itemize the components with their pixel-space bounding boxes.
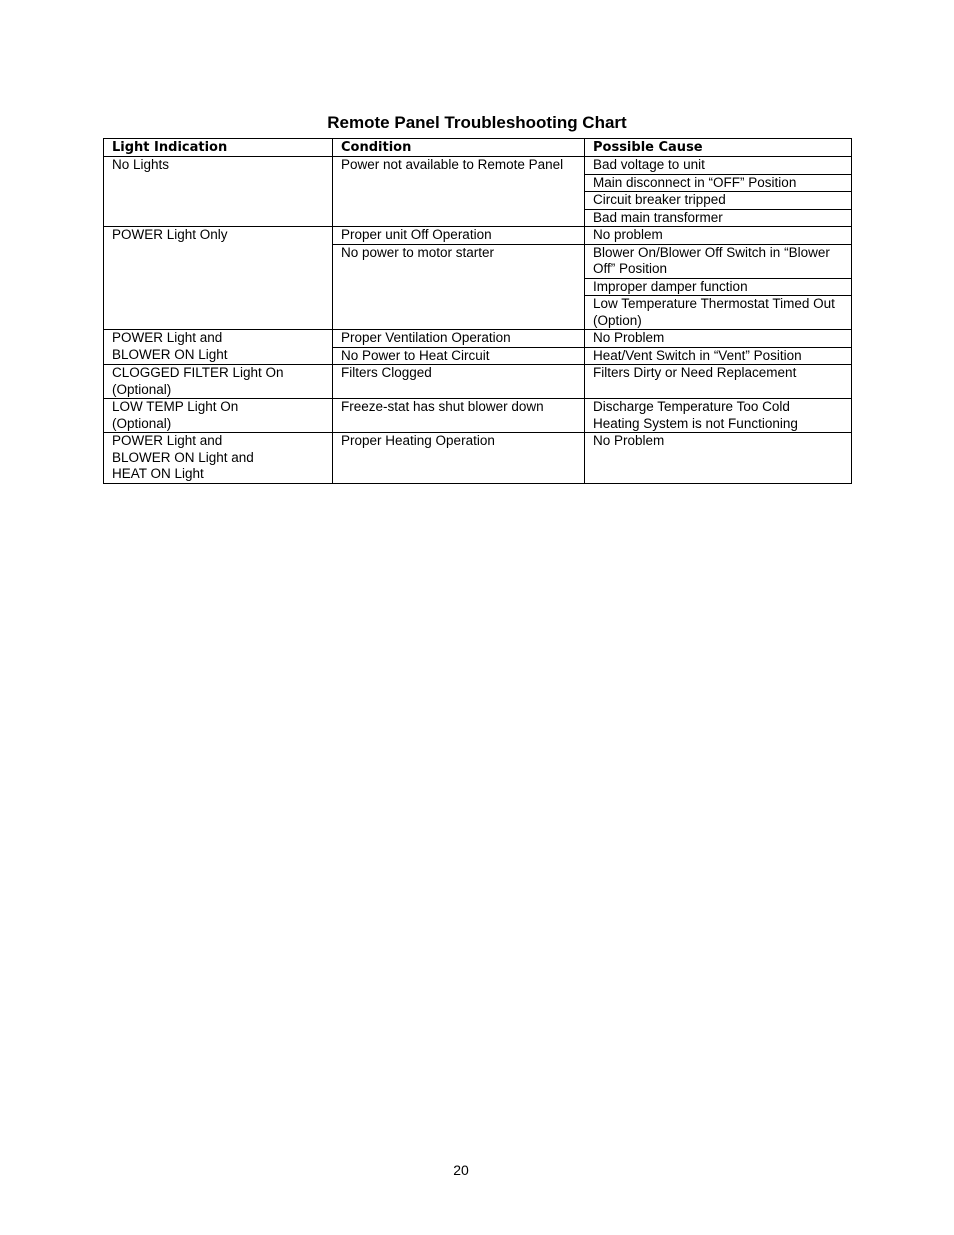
light-indication-cell: CLOGGED FILTER Light On (Optional) <box>104 365 333 399</box>
possible-cause-cell: No Problem <box>585 330 852 348</box>
condition-cell: No Power to Heat Circuit <box>333 347 585 365</box>
column-header-light-indication: Light Indication <box>104 139 333 157</box>
condition-cell: Proper Heating Operation <box>333 433 585 484</box>
possible-cause-cell: No Problem <box>585 433 852 484</box>
condition-cell: Proper unit Off Operation <box>333 227 585 245</box>
table-row <box>104 399 852 433</box>
possible-cause-cell: Low Temperature Thermostat Timed Out (Option) <box>585 296 852 330</box>
light-indication-cell: POWER Light and BLOWER ON Light and HEAT ON Light <box>104 433 333 484</box>
condition-cell: Power not available to Remote Panel <box>333 157 585 227</box>
possible-cause-cell: Bad main transformer <box>585 209 852 227</box>
column-header-condition: Condition <box>333 139 585 157</box>
possible-cause-cell: Improper damper function <box>585 278 852 296</box>
chart-title: Remote Panel Troubleshooting Chart <box>327 113 627 132</box>
table-row <box>104 227 852 245</box>
possible-cause-cell: Discharge Temperature Too Cold Heating System is not Functioning <box>585 399 852 433</box>
column-header-possible-cause: Possible Cause <box>585 139 852 157</box>
table-row <box>104 157 852 175</box>
possible-cause-cell: Filters Dirty or Need Replacement <box>585 365 852 399</box>
possible-cause-cell: No problem <box>585 227 852 245</box>
condition-cell: Proper Ventilation Operation <box>333 330 585 348</box>
table-row <box>104 365 852 399</box>
light-indication-cell: LOW TEMP Light On (Optional) <box>104 399 333 433</box>
light-indication-cell: POWER Light Only <box>104 227 333 330</box>
possible-cause-cell: Main disconnect in “OFF” Position <box>585 174 852 192</box>
condition-cell: No power to motor starter <box>333 244 585 330</box>
table-body <box>104 157 852 484</box>
possible-cause-cell: Blower On/Blower Off Switch in “Blower Off” Position <box>585 244 852 278</box>
table-row <box>104 433 852 484</box>
light-indication-cell: POWER Light and BLOWER ON Light <box>104 330 333 365</box>
possible-cause-cell: Heat/Vent Switch in “Vent” Position <box>585 347 852 365</box>
possible-cause-cell: Circuit breaker tripped <box>585 192 852 210</box>
condition-cell: Freeze-stat has shut blower down <box>333 399 585 433</box>
condition-cell: Filters Clogged <box>333 365 585 399</box>
table-header-row <box>104 139 852 157</box>
possible-cause-cell: Bad voltage to unit <box>585 157 852 175</box>
light-indication-cell: No Lights <box>104 157 333 227</box>
troubleshooting-table <box>103 138 852 484</box>
table-row <box>104 330 852 348</box>
page-number: 20 <box>453 1162 469 1178</box>
